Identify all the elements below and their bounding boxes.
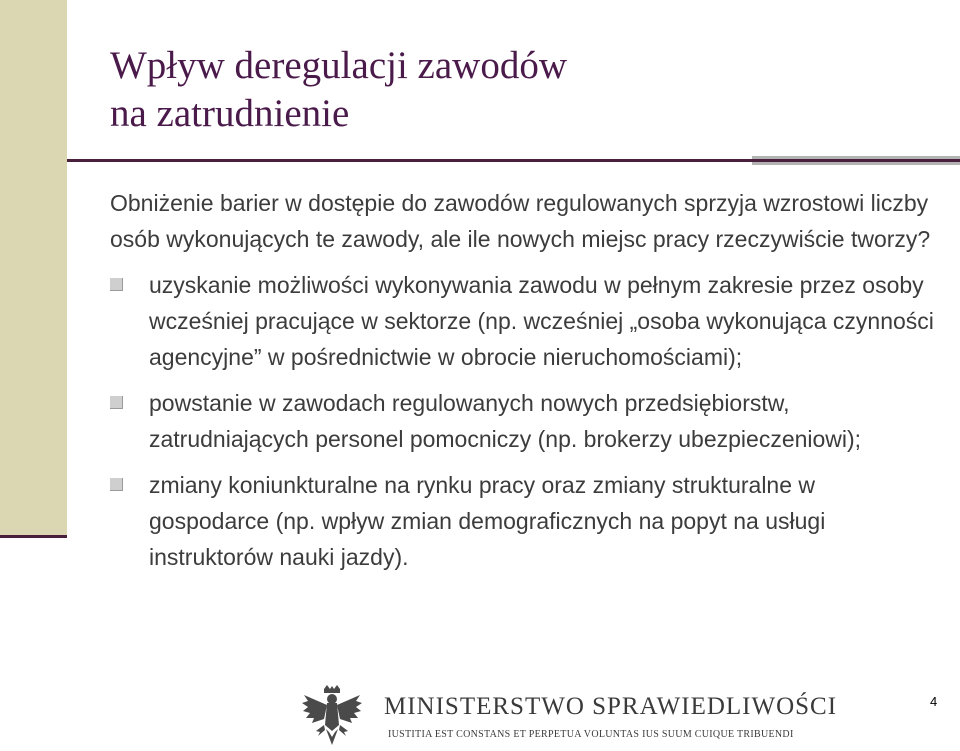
- bullet-item: [110, 267, 940, 375]
- bullet-text: powstanie w zawodach regulowanych nowych przedsiębiorstw, zatrudniających personel pomocniczy (np. brokerzy ubezpieczeniowi);: [149, 390, 862, 452]
- slide-title: [110, 42, 930, 138]
- bullet-item: [110, 467, 940, 575]
- bullet-item: [110, 385, 940, 457]
- bullet-list: [110, 267, 940, 575]
- intro-paragraph: Obniżenie barier w dostępie do zawodów regulowanych sprzyja wzrostowi liczby osób wykonujących te zawody, ale ile nowych miejsc pracy rzeczywiście tworzy?: [110, 190, 931, 252]
- square-bullet-icon: [110, 396, 123, 409]
- square-bullet-icon: [110, 278, 123, 291]
- title-divider: [67, 159, 960, 162]
- square-bullet-icon: [110, 478, 123, 491]
- title-line-2: na zatrudnienie: [110, 92, 350, 135]
- ministry-name: MINISTERSTWO SPRAWIEDLIWOŚCI: [384, 693, 838, 720]
- ministry-footer: [300, 685, 838, 745]
- bullet-text: uzyskanie możliwości wykonywania zawodu w pełnym zakresie przez osoby wcześniej pracujące w sektorze (np. wcześniej „osoba wykonująca czynności agencyjne” w pośrednictwie w obrocie nieruchomościami);: [149, 272, 934, 370]
- polish-eagle-icon: [300, 685, 364, 747]
- ministry-motto: IUSTITIA EST CONSTANS ET PERPETUA VOLUNTAS IUS SUUM CUIQUE TRIBUENDI: [388, 729, 794, 740]
- page-number: 4: [930, 694, 938, 709]
- left-decorative-bar: [0, 0, 67, 537]
- bullet-text: zmiany koniunkturalne na rynku pracy oraz zmiany strukturalne w gospodarce (np. wpływ zmian demograficznych na popyt na usługi instruktorów nauki jazdy).: [149, 472, 826, 570]
- title-line-1: Wpływ deregulacji zawodów: [110, 44, 567, 87]
- slide-content: [110, 185, 940, 585]
- left-bar-edge: [0, 535, 67, 538]
